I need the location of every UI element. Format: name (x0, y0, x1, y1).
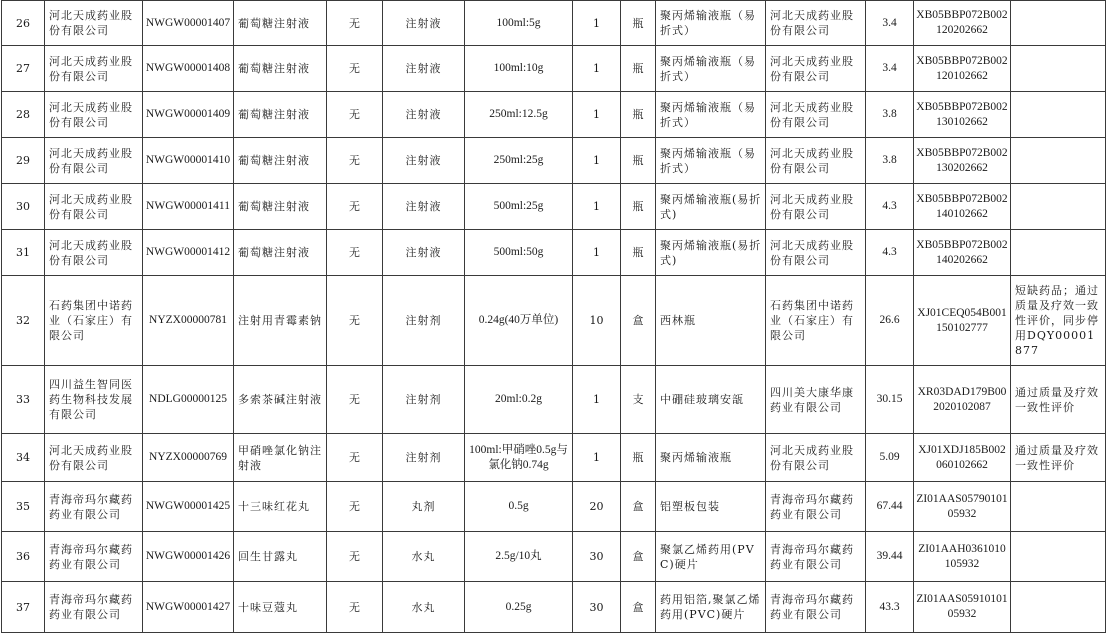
remark (1011, 1, 1106, 46)
row-number: 31 (2, 230, 45, 276)
price-value: 5.09 (866, 434, 914, 482)
producer-name: 河北天成药业股份有限公司 (45, 92, 143, 138)
producer-name: 青海帝玛尔藏药药业有限公司 (45, 482, 143, 532)
drug-name: 回生甘露丸 (234, 532, 327, 582)
package-unit: 盒 (621, 532, 656, 582)
packaging-material: 聚丙烯输液瓶（易折式） (656, 138, 766, 184)
applicant-name: 河北天成药业股份有限公司 (766, 46, 866, 92)
row-number: 26 (2, 1, 45, 46)
applicant-name: 河北天成药业股份有限公司 (766, 184, 866, 230)
producer-name: 河北天成药业股份有限公司 (45, 138, 143, 184)
applicant-name: 青海帝玛尔藏药药业有限公司 (766, 582, 866, 633)
standard-code: XB05BBP072B002140202662 (914, 230, 1011, 276)
flag-value: 无 (327, 184, 383, 230)
flag-value: 无 (327, 1, 383, 46)
package-unit: 瓶 (621, 1, 656, 46)
table-row (2, 532, 1106, 582)
drug-name: 葡萄糖注射液 (234, 1, 327, 46)
standard-code: XR03DAD179B002020102087 (914, 366, 1011, 434)
package-unit: 盒 (621, 582, 656, 633)
packaging-material: 中硼硅玻璃安瓿 (656, 366, 766, 434)
specification: 500ml:25g (465, 184, 573, 230)
drug-code: NWGW00001408 (143, 46, 234, 92)
drug-name: 注射用青霉素钠 (234, 276, 327, 366)
flag-value: 无 (327, 366, 383, 434)
packaging-material: 聚丙烯输液瓶（易折式） (656, 46, 766, 92)
package-unit: 瓶 (621, 434, 656, 482)
table-row (2, 46, 1106, 92)
package-unit: 支 (621, 366, 656, 434)
dosage-form: 注射液 (383, 184, 465, 230)
applicant-name: 河北天成药业股份有限公司 (766, 434, 866, 482)
specification: 250ml:12.5g (465, 92, 573, 138)
packaging-material: 聚丙烯输液瓶（易折式） (656, 92, 766, 138)
applicant-name: 四川美大康华康药业有限公司 (766, 366, 866, 434)
remark: 短缺药品；通过质量及疗效一致性评价，同步停用DQY00001877 (1011, 276, 1106, 366)
packaging-material: 聚丙烯输液瓶 (656, 434, 766, 482)
producer-name: 青海帝玛尔藏药药业有限公司 (45, 582, 143, 633)
drug-name: 葡萄糖注射液 (234, 184, 327, 230)
specification: 100ml:5g (465, 1, 573, 46)
table-body (2, 1, 1106, 633)
specification: 0.5g (465, 482, 573, 532)
flag-value: 无 (327, 434, 383, 482)
drug-price-table (1, 0, 1106, 633)
price-value: 3.8 (866, 92, 914, 138)
remark (1011, 184, 1106, 230)
table-row (2, 276, 1106, 366)
packaging-material: 西林瓶 (656, 276, 766, 366)
price-value: 3.4 (866, 46, 914, 92)
table-row (2, 434, 1106, 482)
table-row (2, 138, 1106, 184)
drug-name: 葡萄糖注射液 (234, 92, 327, 138)
dosage-form: 水丸 (383, 532, 465, 582)
specification: 0.24g(40万单位) (465, 276, 573, 366)
row-number: 36 (2, 532, 45, 582)
packaging-material: 药用铝箔,聚氯乙烯药用(PVC)硬片 (656, 582, 766, 633)
specification: 2.5g/10丸 (465, 532, 573, 582)
table-row (2, 230, 1106, 276)
producer-name: 四川益生智同医药生物科技发展有限公司 (45, 366, 143, 434)
row-number: 30 (2, 184, 45, 230)
standard-code: XJ01CEQ054B001150102777 (914, 276, 1011, 366)
package-quantity: 1 (573, 434, 621, 482)
packaging-material: 聚丙烯输液瓶（易折式） (656, 1, 766, 46)
package-quantity: 1 (573, 138, 621, 184)
drug-code: NWGW00001409 (143, 92, 234, 138)
package-unit: 瓶 (621, 46, 656, 92)
drug-code: NWGW00001411 (143, 184, 234, 230)
drug-name: 葡萄糖注射液 (234, 230, 327, 276)
applicant-name: 河北天成药业股份有限公司 (766, 92, 866, 138)
table-row (2, 184, 1106, 230)
drug-code: NWGW00001410 (143, 138, 234, 184)
producer-name: 石药集团中诺药业（石家庄）有限公司 (45, 276, 143, 366)
standard-code: XB05BBP072B002120102662 (914, 46, 1011, 92)
drug-code: NWGW00001425 (143, 482, 234, 532)
applicant-name: 河北天成药业股份有限公司 (766, 138, 866, 184)
packaging-material: 聚丙烯输液瓶(易折式) (656, 230, 766, 276)
dosage-form: 水丸 (383, 582, 465, 633)
remark (1011, 482, 1106, 532)
package-unit: 盒 (621, 482, 656, 532)
flag-value: 无 (327, 46, 383, 92)
drug-name: 十三味红花丸 (234, 482, 327, 532)
price-value: 43.3 (866, 582, 914, 633)
standard-code: XB05BBP072B002140102662 (914, 184, 1011, 230)
specification: 500ml:50g (465, 230, 573, 276)
drug-code: NWGW00001427 (143, 582, 234, 633)
producer-name: 河北天成药业股份有限公司 (45, 46, 143, 92)
package-unit: 瓶 (621, 230, 656, 276)
package-quantity: 1 (573, 184, 621, 230)
dosage-form: 注射液 (383, 138, 465, 184)
producer-name: 河北天成药业股份有限公司 (45, 434, 143, 482)
row-number: 32 (2, 276, 45, 366)
row-number: 27 (2, 46, 45, 92)
price-value: 30.15 (866, 366, 914, 434)
specification: 100ml:10g (465, 46, 573, 92)
price-value: 4.3 (866, 230, 914, 276)
dosage-form: 注射液 (383, 92, 465, 138)
remark (1011, 46, 1106, 92)
dosage-form: 注射剂 (383, 434, 465, 482)
drug-name: 甲硝唑氯化钠注射液 (234, 434, 327, 482)
package-quantity: 1 (573, 1, 621, 46)
producer-name: 青海帝玛尔藏药药业有限公司 (45, 532, 143, 582)
specification: 250ml:25g (465, 138, 573, 184)
drug-code: NWGW00001407 (143, 1, 234, 46)
drug-code: NWGW00001426 (143, 532, 234, 582)
package-unit: 瓶 (621, 92, 656, 138)
drug-name: 多索茶碱注射液 (234, 366, 327, 434)
standard-code: XB05BBP072B002130202662 (914, 138, 1011, 184)
package-quantity: 30 (573, 582, 621, 633)
standard-code: XB05BBP072B002130102662 (914, 92, 1011, 138)
row-number: 34 (2, 434, 45, 482)
applicant-name: 青海帝玛尔藏药药业有限公司 (766, 532, 866, 582)
price-value: 67.44 (866, 482, 914, 532)
dosage-form: 注射液 (383, 46, 465, 92)
applicant-name: 河北天成药业股份有限公司 (766, 1, 866, 46)
price-value: 3.8 (866, 138, 914, 184)
package-quantity: 10 (573, 276, 621, 366)
flag-value: 无 (327, 582, 383, 633)
applicant-name: 河北天成药业股份有限公司 (766, 230, 866, 276)
package-quantity: 1 (573, 230, 621, 276)
drug-code: NWGW00001412 (143, 230, 234, 276)
price-value: 39.44 (866, 532, 914, 582)
table-row (2, 366, 1106, 434)
row-number: 35 (2, 482, 45, 532)
flag-value: 无 (327, 138, 383, 184)
standard-code: XJ01XDJ185B002060102662 (914, 434, 1011, 482)
producer-name: 河北天成药业股份有限公司 (45, 184, 143, 230)
row-number: 29 (2, 138, 45, 184)
table-row (2, 482, 1106, 532)
package-quantity: 1 (573, 366, 621, 434)
package-quantity: 1 (573, 46, 621, 92)
package-quantity: 1 (573, 92, 621, 138)
table-row (2, 582, 1106, 633)
package-unit: 瓶 (621, 138, 656, 184)
drug-code: NDLG00000125 (143, 366, 234, 434)
package-unit: 盒 (621, 276, 656, 366)
packaging-material: 聚丙烯输液瓶(易折式) (656, 184, 766, 230)
dosage-form: 注射液 (383, 230, 465, 276)
flag-value: 无 (327, 230, 383, 276)
remark (1011, 582, 1106, 633)
flag-value: 无 (327, 276, 383, 366)
package-quantity: 30 (573, 532, 621, 582)
drug-name: 葡萄糖注射液 (234, 46, 327, 92)
producer-name: 河北天成药业股份有限公司 (45, 230, 143, 276)
drug-name: 葡萄糖注射液 (234, 138, 327, 184)
remark (1011, 138, 1106, 184)
remark: 通过质量及疗效一致性评价 (1011, 366, 1106, 434)
table-row (2, 92, 1106, 138)
price-value: 3.4 (866, 1, 914, 46)
standard-code: ZI01AAH0361010105932 (914, 532, 1011, 582)
specification: 100ml:甲硝唑0.5g与氯化钠0.74g (465, 434, 573, 482)
drug-code: NYZX00000781 (143, 276, 234, 366)
specification: 20ml:0.2g (465, 366, 573, 434)
price-value: 26.6 (866, 276, 914, 366)
standard-code: XB05BBP072B002120202662 (914, 1, 1011, 46)
drug-name: 十味豆蔻丸 (234, 582, 327, 633)
applicant-name: 石药集团中诺药业（石家庄）有限公司 (766, 276, 866, 366)
flag-value: 无 (327, 532, 383, 582)
remark (1011, 532, 1106, 582)
standard-code: ZI01AAS0591010105932 (914, 582, 1011, 633)
specification: 0.25g (465, 582, 573, 633)
package-quantity: 20 (573, 482, 621, 532)
row-number: 33 (2, 366, 45, 434)
producer-name: 河北天成药业股份有限公司 (45, 1, 143, 46)
standard-code: ZI01AAS0579010105932 (914, 482, 1011, 532)
package-unit: 瓶 (621, 184, 656, 230)
applicant-name: 青海帝玛尔藏药药业有限公司 (766, 482, 866, 532)
drug-code: NYZX00000769 (143, 434, 234, 482)
row-number: 37 (2, 582, 45, 633)
table-row (2, 1, 1106, 46)
flag-value: 无 (327, 482, 383, 532)
dosage-form: 注射液 (383, 1, 465, 46)
packaging-material: 铝塑板包装 (656, 482, 766, 532)
flag-value: 无 (327, 92, 383, 138)
dosage-form: 丸剂 (383, 482, 465, 532)
remark (1011, 92, 1106, 138)
dosage-form: 注射剂 (383, 366, 465, 434)
dosage-form: 注射剂 (383, 276, 465, 366)
remark: 通过质量及疗效一致性评价 (1011, 434, 1106, 482)
remark (1011, 230, 1106, 276)
row-number: 28 (2, 92, 45, 138)
packaging-material: 聚氯乙烯药用(PVC)硬片 (656, 532, 766, 582)
price-value: 4.3 (866, 184, 914, 230)
